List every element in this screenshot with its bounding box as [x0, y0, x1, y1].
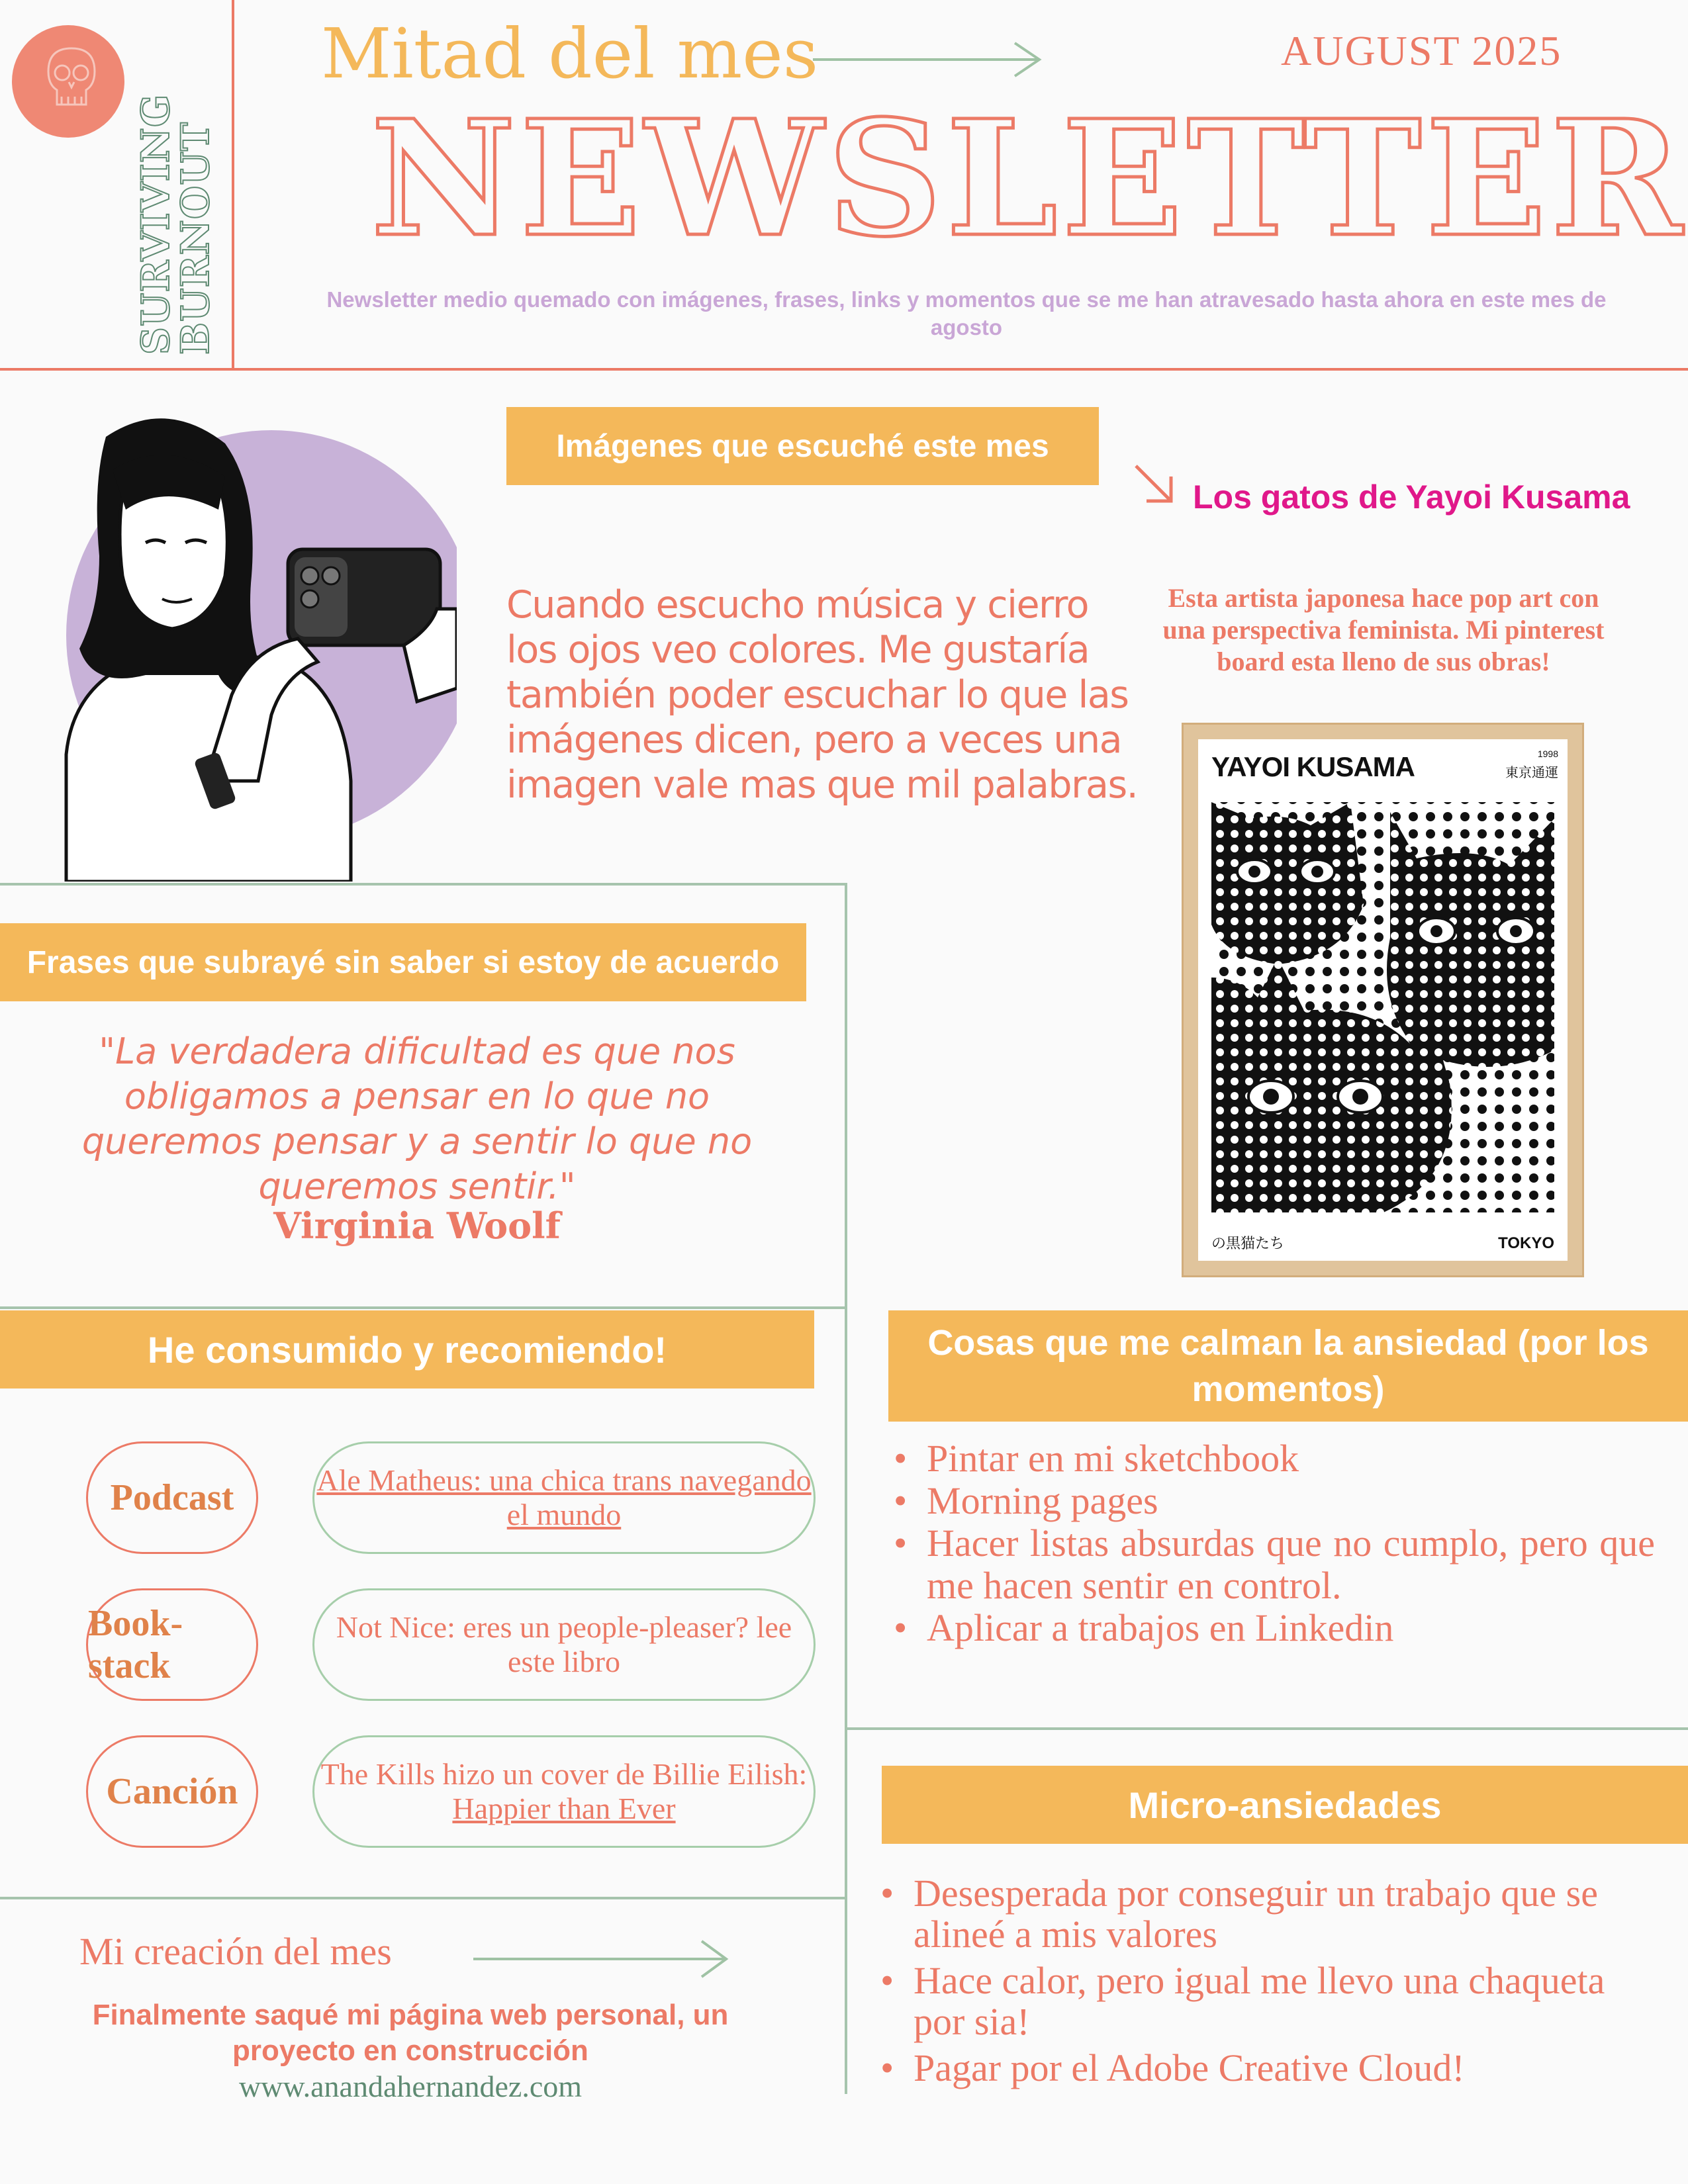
book-text: Not Nice: eres un people-pleaser? lee este libro — [336, 1610, 792, 1678]
recommend-song — [312, 1735, 816, 1848]
list-item: • Desesperada por conseguir un trabajo que se alineé a mis valores — [880, 1873, 1662, 1955]
list-item: • Aplicar a trabajos en Linkedin — [894, 1607, 1655, 1649]
category-book-stack: Book-stack — [86, 1588, 258, 1701]
section-heading-calm: Cosas que me calman la ansiedad (por los momentos) — [888, 1310, 1688, 1422]
podcast-text[interactable]: Ale Matheus: una chica trans navegando el mundo — [316, 1463, 812, 1531]
song-link[interactable]: Happier than Ever — [452, 1792, 676, 1825]
skull-icon — [12, 25, 124, 138]
poster-title: YAYOI KUSAMA — [1211, 751, 1415, 782]
feature-description: Esta artista japonesa hace pop art con una perspectiva feminista. Mi pinterest board esta lleno de sus obras! — [1162, 583, 1605, 676]
section-heading-images: Imágenes que escuché este mes — [506, 407, 1099, 485]
list-item: • Pagar por el Adobe Creative Cloud! — [880, 2048, 1662, 2089]
recommend-podcast-link[interactable] — [312, 1441, 816, 1554]
column-divider — [845, 883, 847, 2094]
micro-list — [880, 1873, 1662, 2094]
creation-description: Finalmente saqué mi página web personal, un proyecto en construcción — [92, 1999, 729, 2067]
brand-line-2: BURNOUT — [173, 121, 218, 355]
skull-logo — [12, 25, 124, 138]
category-cancion: Canción — [86, 1735, 258, 1848]
brand-line-1: SURVIVING — [133, 93, 178, 355]
quote-text: "La verdadera dificultad es que nos obligamos a pensar en lo que no queremos pensar y a sentir lo que no queremos sentir." — [81, 1030, 753, 1207]
arrow-right-icon — [473, 1938, 731, 1980]
section-divider — [0, 1897, 847, 1899]
poster-artwork — [1198, 739, 1568, 1261]
list-item: • Hacer listas absurdas que no cumplo, pero que me hacen sentir en control. — [894, 1522, 1655, 1607]
issue-date: AUGUST 2025 — [1281, 27, 1562, 74]
list-item: • Hace calor, pero igual me llevo una chaqueta por sia! — [880, 1960, 1662, 2042]
header-divider — [0, 368, 1688, 371]
images-body-text: Cuando escucho música y cierro los ojos veo colores. Me gustaría también poder escuchar lo que las imágenes dicen, pero a veces una imagen vale mas que mil palabras. — [506, 583, 1138, 807]
kusama-poster — [1182, 723, 1584, 1277]
creation-heading: Mi creación del mes — [79, 1930, 392, 1973]
poster-jp-top: 東京通運 — [1505, 764, 1558, 780]
list-item: • Pintar en mi sketchbook — [894, 1437, 1655, 1480]
header-divider-vertical — [232, 0, 234, 371]
section-heading-micro: Micro-ansiedades — [882, 1766, 1688, 1844]
calm-list — [894, 1437, 1655, 1649]
brand-logo — [133, 93, 222, 355]
list-item: • Morning pages — [894, 1480, 1655, 1522]
song-text: The Kills hizo un cover de Billie Eilish: — [320, 1757, 808, 1791]
website-link[interactable]: www.anandahernandez.com — [238, 2070, 583, 2103]
section-heading-quotes: Frases que subrayé sin saber si estoy de acuerdo — [0, 923, 806, 1001]
page-subtitle: Newsletter medio quemado con imágenes, frases, links y momentos que se me han atravesado hasta ahora en este mes de agosto — [326, 287, 1607, 340]
page-title: NEWSLETTER — [371, 85, 1687, 272]
section-divider — [0, 883, 847, 886]
category-podcast: Podcast — [86, 1441, 258, 1554]
portrait-illustration — [33, 410, 457, 882]
arrow-right-icon — [813, 41, 1045, 78]
poster-city: TOKYO — [1498, 1234, 1554, 1252]
recommend-book — [312, 1588, 816, 1701]
poster-year: 1998 — [1537, 749, 1558, 759]
quote-author: Virginia Woolf — [273, 1205, 561, 1247]
feature-title: Los gatos de Yayoi Kusama — [1193, 478, 1630, 516]
arrow-down-right-icon — [1133, 463, 1174, 504]
section-heading-recommend: He consumido y recomiendo! — [0, 1310, 814, 1388]
section-divider — [0, 1306, 847, 1309]
section-divider — [847, 1727, 1688, 1730]
kicker: Mitad del mes — [321, 13, 819, 94]
poster-jp-bottom: の黒猫たち — [1211, 1236, 1285, 1252]
